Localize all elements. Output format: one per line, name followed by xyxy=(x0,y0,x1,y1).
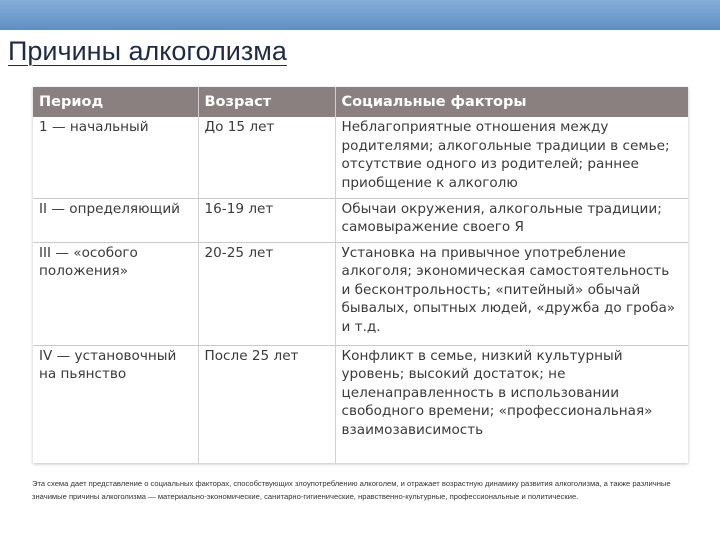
age-cell: После 25 лет xyxy=(198,345,335,463)
factors-cell: Установка на привычное употребление алкоголя; экономическая самостоятельность и бесконтрольность; «питейный» обычай бывалых, опытных людей, «дружба до гроба» и т.д. xyxy=(335,242,688,345)
table-row xyxy=(33,117,688,198)
period-cell: IV — установочный на пьянство xyxy=(39,347,177,382)
caption-text: Эта схема дает представление о социальных факторах, способствующих злоупотреблению алкоголем, и отражает возрастную динамику развития алкоголизма, а также различные значимые причины алкоголизма — материально-экономические, санитарно-гигиенические, нравственно-культурные, профессиональные и политические. xyxy=(32,479,671,501)
header-period: Период xyxy=(33,87,198,117)
header-age: Возраст xyxy=(198,87,335,117)
factors-cell: Конфликт в семье, низкий культурный уровень; высокий достаток; не целенаправленность в использовании свободного времени; «профессиональная» взаимозависимость xyxy=(335,345,688,463)
factors-cell: Неблагоприятные отношения между родителями; алкогольные традиции в семье; отсутствие одного из родителей; раннее приобщение к алкоголю xyxy=(335,117,688,198)
period-cell: II — определяющий xyxy=(33,198,198,242)
age-cell: До 15 лет xyxy=(198,117,335,198)
age-cell: 20-25 лет xyxy=(198,242,335,345)
age-cell: 16-19 лет xyxy=(198,198,335,242)
slide-title: Причины алкоголизма xyxy=(8,36,287,66)
top-accent-bar xyxy=(0,0,720,30)
factors-cell: Обычаи окружения, алкогольные традиции; самовыражение своего Я xyxy=(335,198,688,242)
table-row xyxy=(33,198,688,242)
header-social-factors: Социальные факторы xyxy=(335,87,688,117)
period-cell: 1 — начальный xyxy=(33,117,198,198)
table-row xyxy=(33,345,688,463)
table-row xyxy=(33,242,688,345)
period-cell: III — «особого положения» xyxy=(33,242,198,345)
table-header-row xyxy=(33,87,688,117)
causes-table xyxy=(33,87,688,463)
